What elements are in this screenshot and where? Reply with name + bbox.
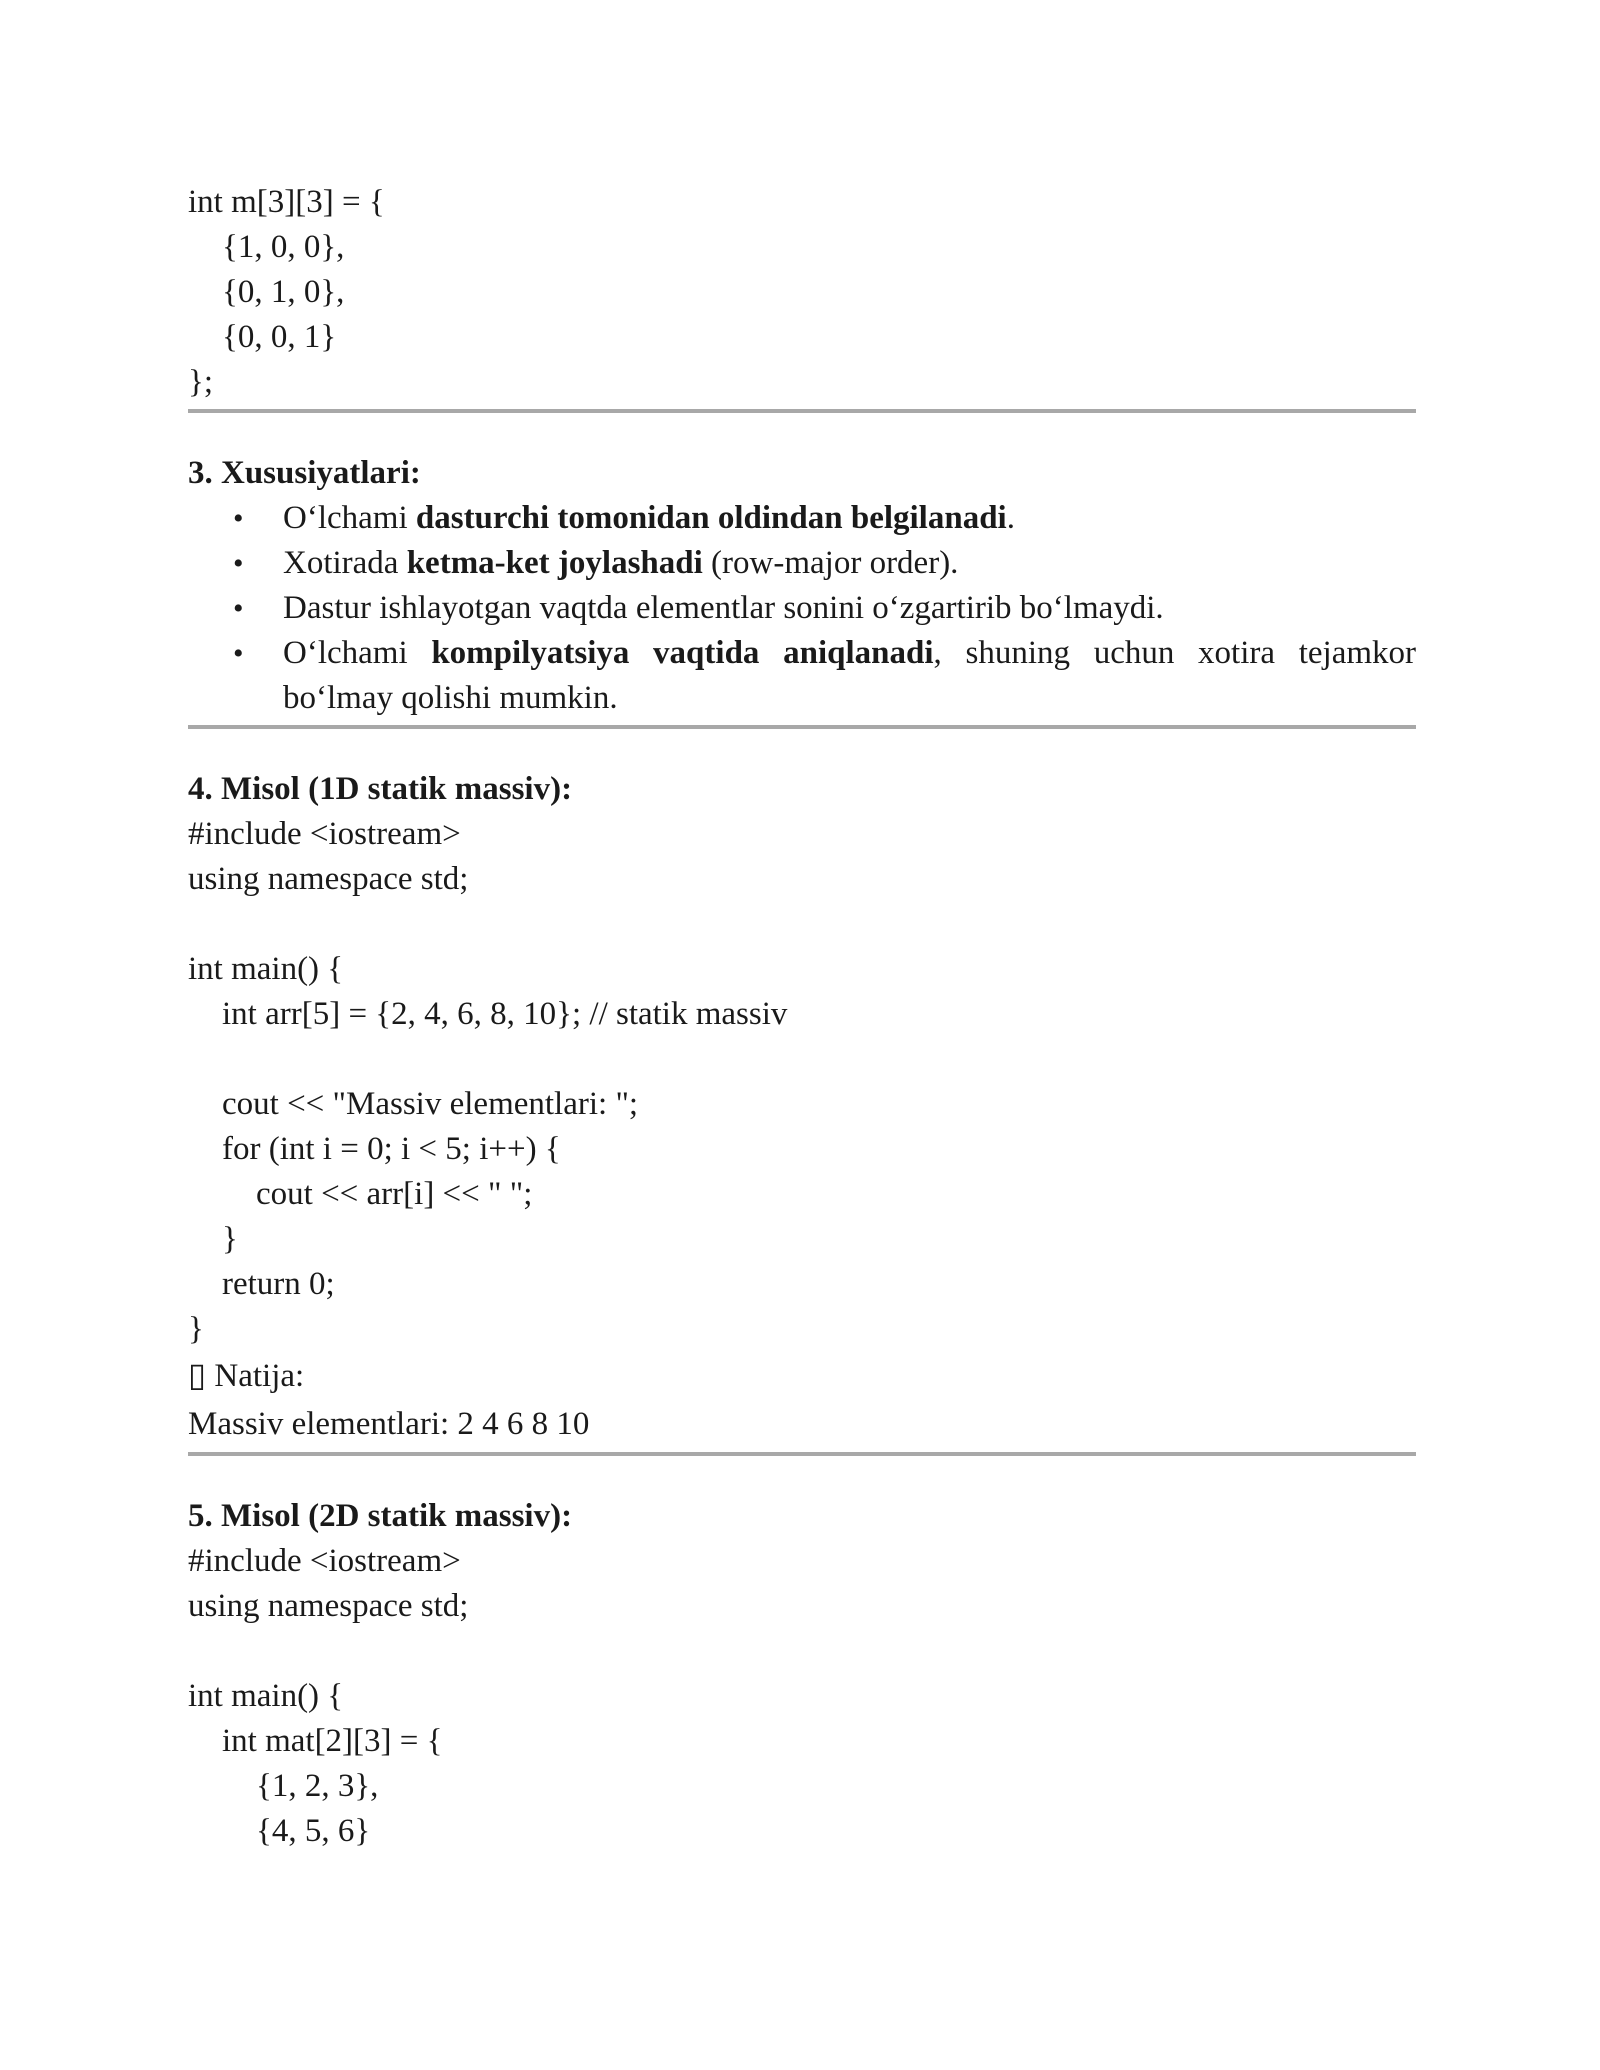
code-line: cout << "Massiv elementlari: "; xyxy=(222,1086,639,1122)
bullet-icon: • xyxy=(233,502,244,535)
list-item: • O‘lchami dasturchi tomonidan oldindan belgilanadi. xyxy=(188,496,1416,541)
code-line: } xyxy=(188,1311,204,1347)
result-label: ▯ Natija: xyxy=(188,1358,305,1394)
result-output: Massiv elementlari: 2 4 6 8 10 xyxy=(188,1406,590,1442)
code-line: {0, 1, 0}, xyxy=(222,274,345,310)
code-line: {1, 0, 0}, xyxy=(222,229,345,265)
bullet-icon: • xyxy=(233,547,244,580)
document-page xyxy=(188,180,1416,1854)
code-line: int mat[2][3] = { xyxy=(222,1723,443,1759)
code-block-2d xyxy=(188,1539,1416,1854)
code-line: return 0; xyxy=(222,1266,335,1302)
list-item: • Xotirada ketma-ket joylashadi (row-major order). xyxy=(188,541,1416,586)
section-heading: 3. Xususiyatlari: xyxy=(188,455,421,491)
code-line: cout << arr[i] << " "; xyxy=(256,1176,533,1212)
code-line: #include <iostream> xyxy=(188,1543,461,1579)
code-block-matrix xyxy=(188,180,1416,405)
code-block-1d xyxy=(188,812,1416,1352)
code-line: }; xyxy=(188,364,214,400)
code-line: {0, 0, 1} xyxy=(222,319,337,355)
code-line: #include <iostream> xyxy=(188,816,461,852)
code-line: int main() { xyxy=(188,951,344,987)
code-line: {1, 2, 3}, xyxy=(256,1768,379,1804)
code-line: using namespace std; xyxy=(188,1588,469,1624)
list-item: • O‘lchami kompilyatsiya vaqtida aniqlanadi, shuning uchun xotira tejamkor bo‘lmay qolishi mumkin. xyxy=(188,631,1416,721)
code-line: int arr[5] = {2, 4, 6, 8, 10}; // statik massiv xyxy=(222,996,788,1032)
bullet-icon: • xyxy=(233,637,244,670)
list-item: • Dastur ishlayotgan vaqtda elementlar sonini o‘zgartirib bo‘lmaydi. xyxy=(188,586,1416,631)
section-heading: 5. Misol (2D statik massiv): xyxy=(188,1498,573,1534)
bullet-icon: • xyxy=(233,592,244,625)
code-line: {4, 5, 6} xyxy=(256,1813,371,1849)
properties-list xyxy=(188,496,1416,721)
code-line: int m[3][3] = { xyxy=(188,184,385,220)
code-line: for (int i = 0; i < 5; i++) { xyxy=(222,1131,561,1167)
code-line: int main() { xyxy=(188,1678,344,1714)
code-line: using namespace std; xyxy=(188,861,469,897)
section-heading: 4. Misol (1D statik massiv): xyxy=(188,771,573,807)
code-line: } xyxy=(222,1221,238,1257)
